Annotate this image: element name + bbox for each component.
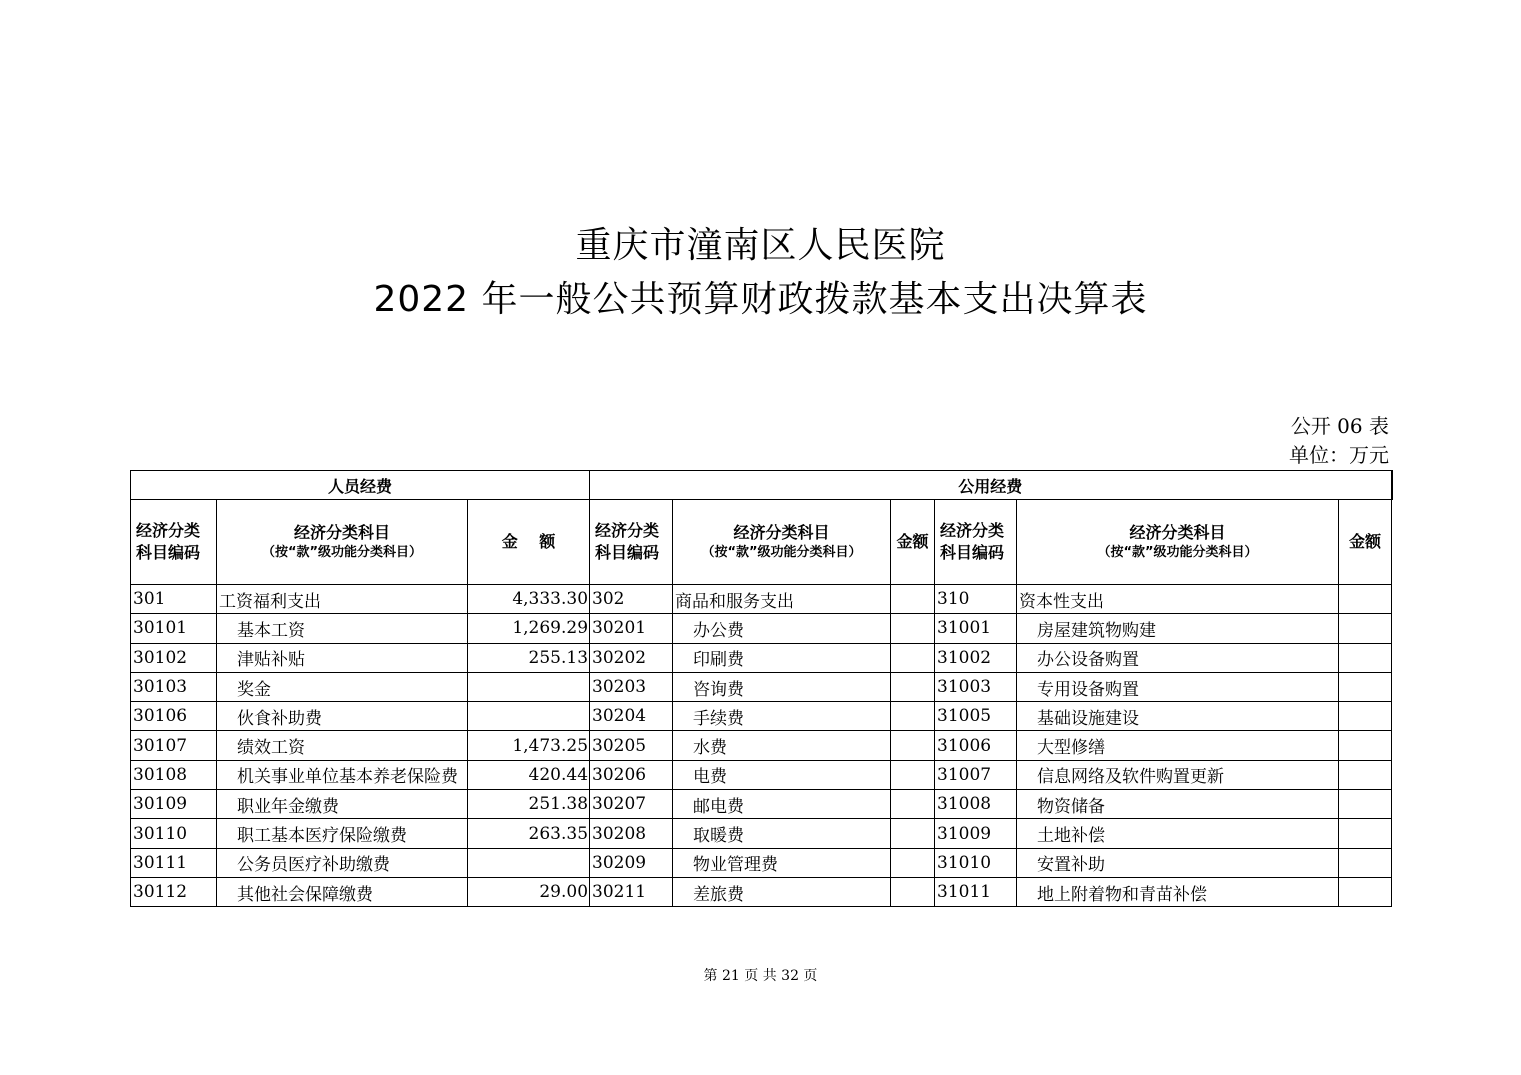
unit-label: 单位：万元 xyxy=(1289,443,1389,467)
personnel-amount xyxy=(468,702,590,731)
goods-amount xyxy=(891,614,935,643)
personnel-subject: 公务员医疗补助缴费 xyxy=(217,848,468,877)
capital-subject: 物资储备 xyxy=(1017,790,1339,819)
budget-table xyxy=(130,470,1393,907)
goods-amount xyxy=(891,702,935,731)
group-public: 公用经费 xyxy=(590,471,1392,500)
document-title: 重庆市潼南区人民医院 xyxy=(575,225,946,266)
column-header-row xyxy=(131,500,1392,585)
personnel-code: 30111 xyxy=(131,848,217,877)
table-row xyxy=(131,848,1392,877)
capital-subject: 信息网络及软件购置更新 xyxy=(1017,760,1339,789)
personnel-amount: 251.38 xyxy=(468,790,590,819)
document-subtitle: 2022 年一般公共预算财政拨款基本支出决算表 xyxy=(373,279,1148,320)
form-number: 公开 06 表 xyxy=(1290,414,1389,438)
table-row xyxy=(131,877,1392,906)
capital-code: 31003 xyxy=(935,672,1017,701)
personnel-subject: 工资福利支出 xyxy=(217,585,468,614)
header-subject-personnel: 经济分类科目 （按“款”级功能分类科目） xyxy=(217,500,468,585)
table-row xyxy=(131,614,1392,643)
goods-amount xyxy=(891,643,935,672)
capital-subject: 专用设备购置 xyxy=(1017,672,1339,701)
personnel-amount: 1,269.29 xyxy=(468,614,590,643)
capital-amount xyxy=(1339,760,1392,789)
capital-code: 31008 xyxy=(935,790,1017,819)
goods-subject: 水费 xyxy=(673,731,891,760)
goods-code: 30211 xyxy=(590,877,673,906)
personnel-amount: 263.35 xyxy=(468,819,590,848)
table-row xyxy=(131,702,1392,731)
goods-subject: 电费 xyxy=(673,760,891,789)
capital-amount xyxy=(1339,877,1392,906)
group-header-row xyxy=(131,471,1392,500)
goods-code: 30206 xyxy=(590,760,673,789)
personnel-code: 30109 xyxy=(131,790,217,819)
header-amount-personnel: 金 额 xyxy=(468,500,590,585)
capital-amount xyxy=(1339,731,1392,760)
goods-subject: 商品和服务支出 xyxy=(673,585,891,614)
personnel-code: 30106 xyxy=(131,702,217,731)
group-personnel: 人员经费 xyxy=(131,471,590,500)
personnel-code: 30102 xyxy=(131,643,217,672)
header-subject-goods: 经济分类科目 （按“款”级功能分类科目） xyxy=(673,500,891,585)
capital-code: 310 xyxy=(935,585,1017,614)
capital-code: 31010 xyxy=(935,848,1017,877)
goods-amount xyxy=(891,819,935,848)
goods-subject: 手续费 xyxy=(673,702,891,731)
header-code-goods: 经济分类 科目编码 xyxy=(590,500,673,585)
capital-amount xyxy=(1339,614,1392,643)
personnel-amount: 4,333.30 xyxy=(468,585,590,614)
capital-amount xyxy=(1339,672,1392,701)
goods-subject: 咨询费 xyxy=(673,672,891,701)
personnel-subject: 伙食补助费 xyxy=(217,702,468,731)
goods-subject: 物业管理费 xyxy=(673,848,891,877)
personnel-amount xyxy=(468,848,590,877)
capital-subject: 地上附着物和青苗补偿 xyxy=(1017,877,1339,906)
goods-code: 30208 xyxy=(590,819,673,848)
goods-subject: 邮电费 xyxy=(673,790,891,819)
goods-code: 30202 xyxy=(590,643,673,672)
capital-code: 31011 xyxy=(935,877,1017,906)
personnel-code: 30112 xyxy=(131,877,217,906)
capital-subject: 房屋建筑物购建 xyxy=(1017,614,1339,643)
goods-code: 30204 xyxy=(590,702,673,731)
capital-code: 31001 xyxy=(935,614,1017,643)
goods-amount xyxy=(891,760,935,789)
capital-subject: 办公设备购置 xyxy=(1017,643,1339,672)
table-row xyxy=(131,760,1392,789)
capital-subject: 大型修缮 xyxy=(1017,731,1339,760)
personnel-code: 30101 xyxy=(131,614,217,643)
table-row xyxy=(131,672,1392,701)
capital-code: 31002 xyxy=(935,643,1017,672)
personnel-subject: 绩效工资 xyxy=(217,731,468,760)
personnel-subject: 其他社会保障缴费 xyxy=(217,877,468,906)
header-code-capital: 经济分类 科目编码 xyxy=(935,500,1017,585)
capital-code: 31006 xyxy=(935,731,1017,760)
personnel-amount: 255.13 xyxy=(468,643,590,672)
capital-amount xyxy=(1339,819,1392,848)
personnel-amount xyxy=(468,672,590,701)
page-number: 第 21 页 共 32 页 xyxy=(703,968,818,984)
capital-amount xyxy=(1339,848,1392,877)
personnel-subject: 机关事业单位基本养老保险费 xyxy=(217,760,468,789)
personnel-code: 30108 xyxy=(131,760,217,789)
goods-code: 30203 xyxy=(590,672,673,701)
table-row xyxy=(131,731,1392,760)
table-row xyxy=(131,819,1392,848)
table-row xyxy=(131,790,1392,819)
capital-subject: 基础设施建设 xyxy=(1017,702,1339,731)
table-row xyxy=(131,585,1392,614)
personnel-amount: 29.00 xyxy=(468,877,590,906)
personnel-amount: 1,473.25 xyxy=(468,731,590,760)
personnel-subject: 奖金 xyxy=(217,672,468,701)
personnel-subject: 职业年金缴费 xyxy=(217,790,468,819)
capital-subject: 安置补助 xyxy=(1017,848,1339,877)
capital-code: 31007 xyxy=(935,760,1017,789)
capital-amount xyxy=(1339,702,1392,731)
capital-code: 31009 xyxy=(935,819,1017,848)
capital-amount xyxy=(1339,643,1392,672)
capital-amount xyxy=(1339,585,1392,614)
goods-amount xyxy=(891,848,935,877)
capital-subject: 资本性支出 xyxy=(1017,585,1339,614)
personnel-subject: 基本工资 xyxy=(217,614,468,643)
goods-subject: 印刷费 xyxy=(673,643,891,672)
goods-amount xyxy=(891,790,935,819)
header-amount-capital: 金额 xyxy=(1339,500,1392,585)
header-code-personnel: 经济分类 科目编码 xyxy=(131,500,217,585)
personnel-code: 301 xyxy=(131,585,217,614)
goods-amount xyxy=(891,731,935,760)
goods-code: 302 xyxy=(590,585,673,614)
capital-amount xyxy=(1339,790,1392,819)
table-row xyxy=(131,643,1392,672)
personnel-amount: 420.44 xyxy=(468,760,590,789)
goods-code: 30207 xyxy=(590,790,673,819)
goods-code: 30205 xyxy=(590,731,673,760)
goods-subject: 差旅费 xyxy=(673,877,891,906)
goods-code: 30209 xyxy=(590,848,673,877)
goods-amount xyxy=(891,877,935,906)
goods-subject: 取暖费 xyxy=(673,819,891,848)
personnel-code: 30103 xyxy=(131,672,217,701)
personnel-code: 30107 xyxy=(131,731,217,760)
goods-code: 30201 xyxy=(590,614,673,643)
personnel-code: 30110 xyxy=(131,819,217,848)
goods-subject: 办公费 xyxy=(673,614,891,643)
goods-amount xyxy=(891,585,935,614)
capital-subject: 土地补偿 xyxy=(1017,819,1339,848)
personnel-subject: 职工基本医疗保险缴费 xyxy=(217,819,468,848)
goods-amount xyxy=(891,672,935,701)
capital-code: 31005 xyxy=(935,702,1017,731)
personnel-subject: 津贴补贴 xyxy=(217,643,468,672)
header-amount-goods: 金额 xyxy=(891,500,935,585)
header-subject-capital: 经济分类科目 （按“款”级功能分类科目） xyxy=(1017,500,1339,585)
